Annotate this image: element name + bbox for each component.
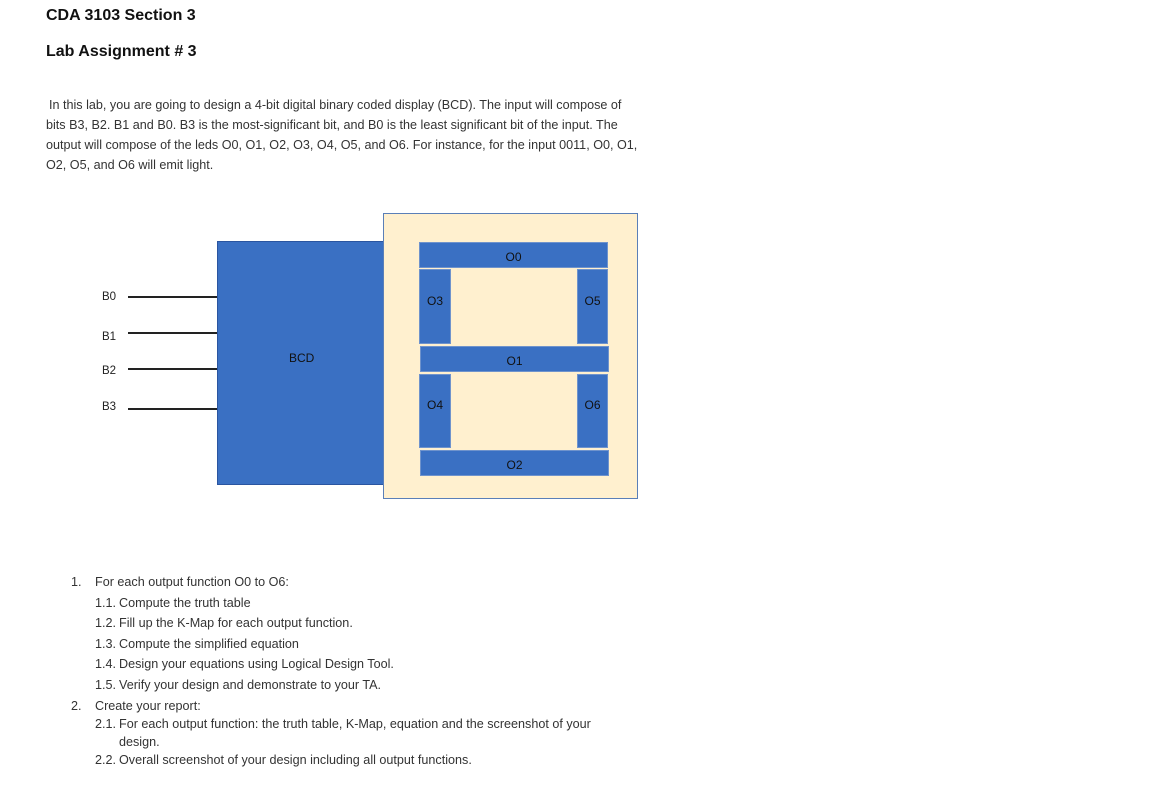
segment-o2-label: O2 — [506, 458, 523, 472]
input-label-b0: B0 — [102, 291, 117, 303]
list-item: 1.5. Verify your design and demonstrate to your TA. — [95, 678, 382, 692]
list-item: 1.1. Compute the truth table — [95, 596, 251, 610]
input-wire-b0 — [128, 296, 218, 298]
intro-line: output will compose of the leds O0, O1, O2, O3, O4, O5, and O6. For instance, for the input 0011, O0, O1, — [46, 138, 638, 152]
list-item: 2.2. Overall screenshot of your design including all output functions. — [95, 753, 472, 767]
course-title: CDA 3103 Section 3 — [46, 7, 196, 24]
input-wire-b3 — [128, 408, 218, 410]
input-label-b2: B2 — [102, 365, 117, 377]
input-wire-b2 — [128, 368, 218, 370]
segment-o6-label: O6 — [584, 398, 601, 412]
list-item: 1.2. Fill up the K-Map for each output function. — [95, 616, 353, 630]
assignment-title: Lab Assignment # 3 — [46, 43, 197, 60]
segment-o3-label: O3 — [426, 294, 443, 308]
input-label-b1: B1 — [102, 331, 117, 343]
intro-line: bits B3, B2. B1 and B0. B3 is the most-significant bit, and B0 is the least significant bit of the input. The — [46, 118, 618, 132]
segment-o1-label: O1 — [506, 354, 523, 368]
segment-o5-label: O5 — [584, 294, 601, 308]
bcd-block-label: BCD — [289, 351, 315, 365]
list-item: 1.3. Compute the simplified equation — [95, 637, 299, 651]
list-item: 1. For each output function O0 to O6: — [71, 575, 289, 589]
list-item: 1.4. Design your equations using Logical Design Tool. — [95, 657, 394, 671]
segment-o4-label: O4 — [426, 398, 443, 412]
input-label-b3: B3 — [102, 401, 117, 413]
input-wire-b1 — [128, 332, 218, 334]
list-item: 2.1. For each output function: the truth table, K-Map, equation and the screenshot of your — [95, 717, 591, 731]
intro-line: In this lab, you are going to design a 4-bit digital binary coded display (BCD). The input will compose of — [49, 98, 622, 112]
segment-o0-label: O0 — [505, 250, 522, 264]
intro-paragraph — [46, 95, 706, 175]
list-item: 2. Create your report: — [71, 699, 201, 713]
intro-line: O2, O5, and O6 will emit light. — [46, 158, 214, 172]
list-item-continuation: design. — [119, 735, 160, 749]
